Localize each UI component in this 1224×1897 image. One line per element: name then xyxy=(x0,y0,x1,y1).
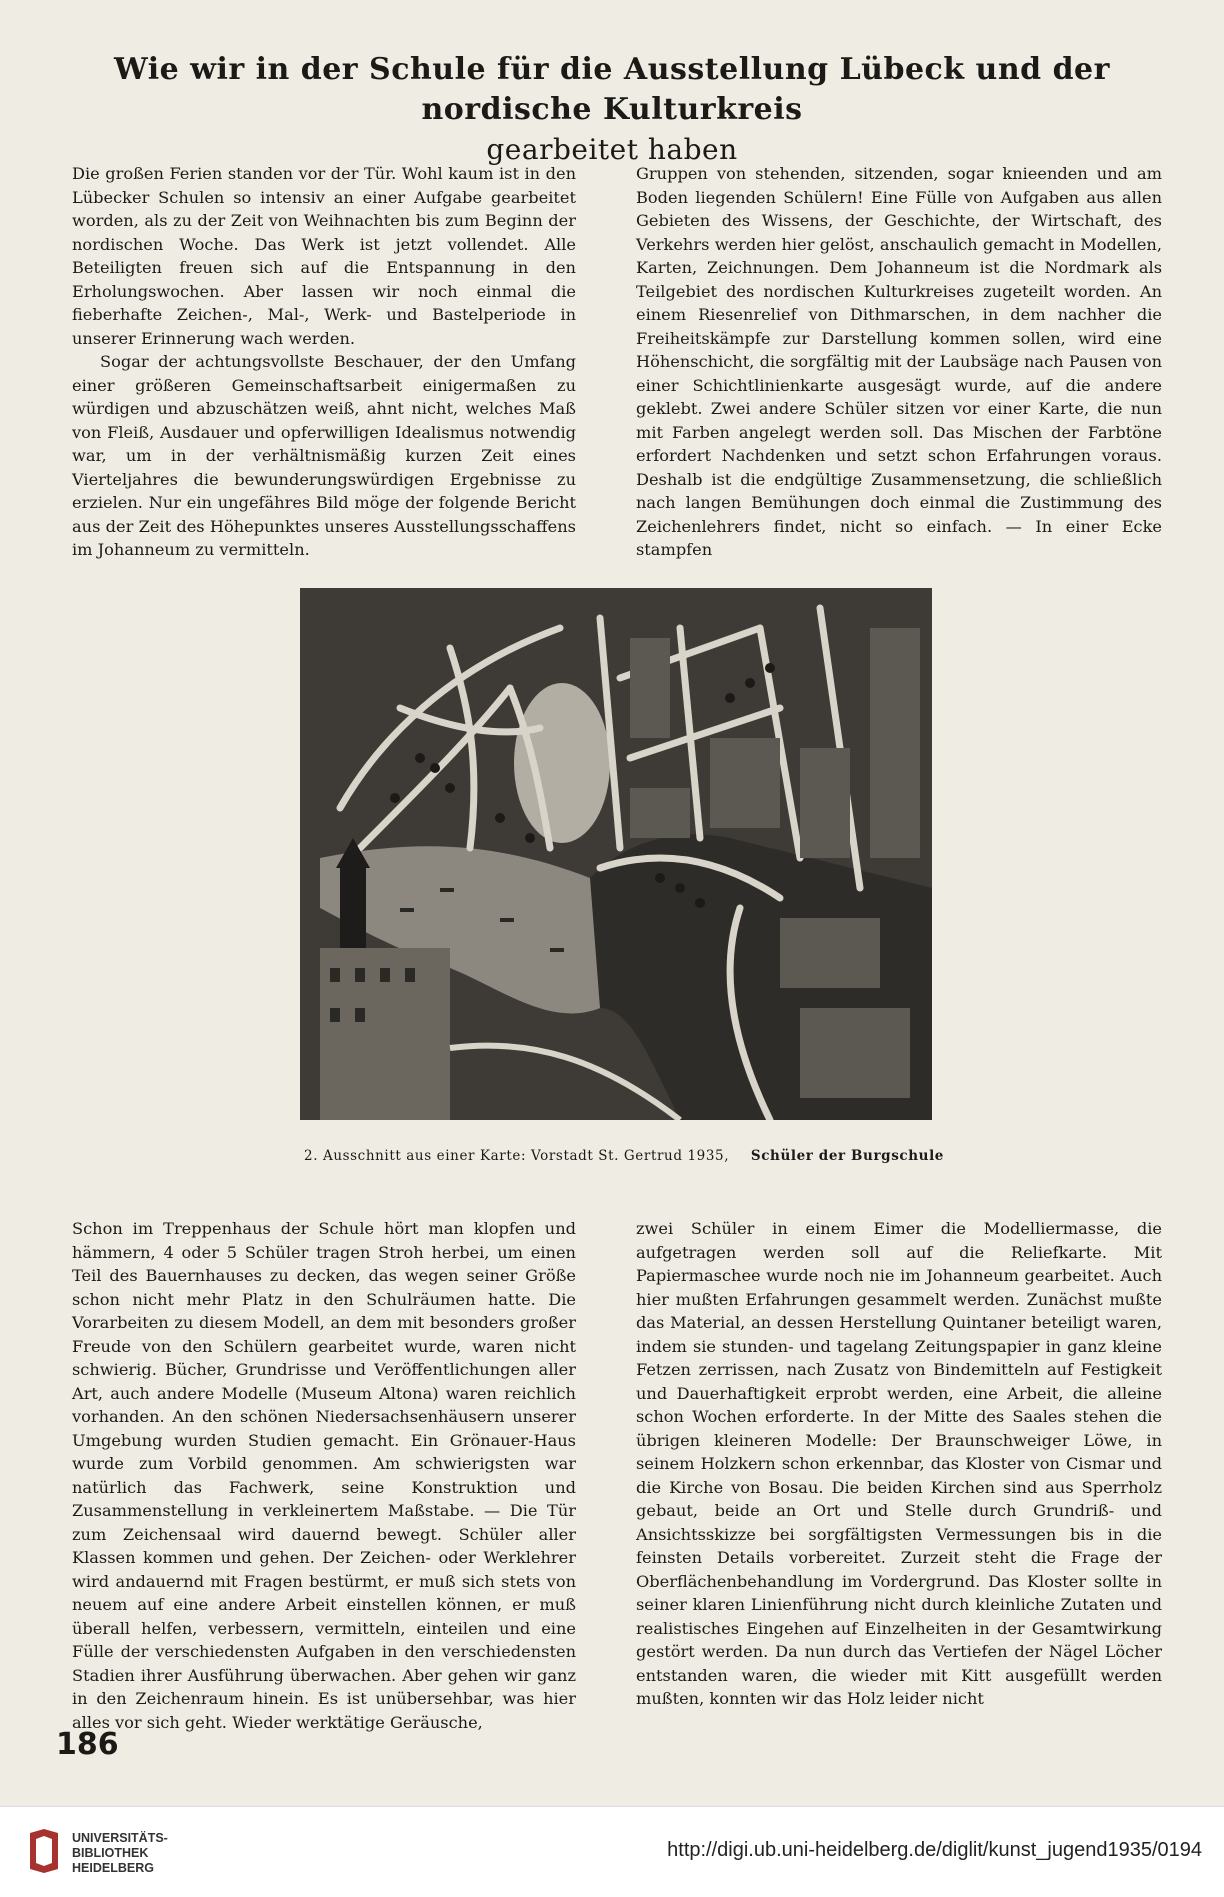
source-url-link[interactable]: http://digi.ub.uni-heidelberg.de/diglit/kunst_jugend1935/0194 xyxy=(667,1839,1202,1861)
column-bottom-right xyxy=(636,1217,1162,1711)
figure-caption xyxy=(304,1148,944,1164)
institution-line-2: BIBLIOTHEK xyxy=(72,1846,149,1860)
caption-credit: Schüler der Burgschule xyxy=(750,1148,944,1164)
column-bottom-left xyxy=(72,1217,576,1734)
paragraph-2: Sogar der achtungsvollste Beschauer, der den Umfang einer größeren Gemeinschaftsarbeit einigermaßen zu würdigen und abzuschätzen weiß, ahnt nicht, welches Maß von Fleiß, Ausdauer und opferwilligen Idealismus notwendig war, um in der verhältnismäßig kurzen Zeit eines Vierteljahres die bewunderungswürdigen Ergebnisse zu erzielen. Nur ein ungefähres Bild möge der folgende Bericht aus der Zeit des Höhepunktes unseres Ausstellungsschaffens im Johanneum zu vermitteln. xyxy=(72,352,576,559)
article-title xyxy=(60,50,1164,170)
title-line-2: gearbeitet haben xyxy=(486,133,738,166)
library-logo-icon xyxy=(26,1827,62,1875)
paragraph-4: Schon im Treppenhaus der Schule hört man klopfen und hämmern, 4 oder 5 Schüler tragen Stroh herbei, um einen Teil des Bauernhauses zu decken, das wegen seiner Größe schon nicht mehr Platz in den Schulräumen hatte. Die Vorarbeiten zu diesem Modell, an dem mit besonders großer Freude von den Schülern gearbeitet wurde, waren nicht schwierig. Bücher, Grundrisse und Veröffentlichungen aller Art, auch andere Modelle (Museum Altona) waren reichlich vorhanden. An den schönen Niedersachsenhäusern unserer Umgebung wurden Studien gemacht. Ein Grönauer-Haus wurde zum Vorbild genommen. Am schwierigsten war natürlich das Fachwerk, seine Konstruktion und Zusammenstellung in verkleinertem Maßstabe. — Die Tür zum Zeichensaal wird dauernd bewegt. Schüler aller Klassen kommen und gehen. Der Zeichen- oder Werklehrer wird andauernd mit Fragen bestürmt, er muß sich stets von neuem auf eine andere Arbeit einstellen können, er muß überall helfen, verbessern, vermitteln, einteilen und eine Fülle der verschiedensten Aufgaben in den verschiedensten Stadien ihrer Ausführung überwachen. Aber gehen wir ganz in den Zeichenraum hinein. Es ist unübersehbar, was hier alles vor sich geht. Wieder werktätige Geräusche, xyxy=(72,1219,576,1732)
caption-text: 2. Ausschnitt aus einer Karte: Vorstadt St. Gertrud 1935, xyxy=(304,1148,730,1164)
map-illustration xyxy=(300,588,932,1120)
paragraph-1: Die großen Ferien standen vor der Tür. Wohl kaum ist in den Lübecker Schulen so intensiv an einer Aufgabe gearbeitet worden, als zu der Zeit von Weihnachten bis zum Beginn der nordischen Woche. Das Werk ist jetzt vollendet. Alle Beteiligten freuen sich auf die Entspannung in den Erholungswochen. Aber lassen wir noch einmal die fieberhafte Zeichen-, Mal-, Werk- und Bastelperiode in unserer Erinnerung wach werden. xyxy=(72,164,576,348)
column-top-right xyxy=(636,162,1162,562)
paragraph-3: Gruppen von stehenden, sitzenden, sogar knieenden und am Boden liegenden Schülern! Eine Fülle von Aufgaben aus allen Gebieten des Wissens, der Geschichte, der Wirtschaft, des Verkehrs werden hier gelöst, anschaulich gemacht in Modellen, Karten, Zeichnungen. Dem Johanneum ist die Nordmark als Teilgebiet des nordischen Kulturkreises zugeteilt worden. An einem Riesenrelief von Dithmarschen, in dem nachher die Freiheitskämpfe zur Darstellung kommen sollen, wird eine Höhenschicht, die sorgfältig mit der Laubsäge nach Pausen von einer Schichtlinienkarte ausgesägt wurde, auf die andere geklebt. Zwei andere Schüler sitzen vor einer Karte, die nun mit Farben angelegt werden soll. Das Mischen der Farbtöne erfordert Nachdenken und setzt schon Erfahrungen voraus. Deshalb ist die endgültige Zusammensetzung, die schließlich nach langen Bemühungen doch einmal die Zustimmung des Zeichenlehrers findet, nicht so einfach. — In einer Ecke stampfen xyxy=(636,164,1162,559)
column-top-left xyxy=(72,162,576,562)
map-figure xyxy=(300,588,932,1120)
institution-line-1: UNIVERSITÄTS- xyxy=(72,1831,168,1845)
title-line-1: Wie wir in der Schule für die Ausstellung Lübeck und der nordische Kulturkreis xyxy=(114,52,1110,127)
institution-name xyxy=(72,1831,168,1876)
institution-line-3: HEIDELBERG xyxy=(72,1861,154,1875)
page-number: 186 xyxy=(56,1727,119,1762)
paragraph-5: zwei Schüler in einem Eimer die Modelliermasse, die aufgetragen werden soll auf die Reliefkarte. Mit Papiermaschee wurde noch nie im Johanneum gearbeitet. Auch hier mußten Erfahrungen gesammelt werden. Zunächst mußte das Material, an dessen Herstellung Quintaner beteiligt waren, indem sie stunden- und tagelang Zeitungspapier in ganz kleine Fetzen zerrissen, nach Zusatz von Bindemitteln auf Festigkeit und Dauerhaftigkeit erprobt werden, eine Arbeit, die alleine schon Wochen erforderte. In der Mitte des Saales stehen die übrigen kleineren Modelle: Der Braunschweiger Löwe, in seinem Holzkern schon erkennbar, das Kloster von Cismar und die Kirche von Bosau. Die beiden Kirchen sind aus Sperrholz gebaut, beide an Ort und Stelle durch Grundriß- und Ansichtsskizze bei sorgfältigsten Vermessungen bis in die feinsten Details vorbereitet. Zurzeit steht die Frage der Oberflächenbehandlung im Vordergrund. Das Kloster sollte in seiner klaren Linienführung nicht durch kleinliche Zutaten und realistisches Eingehen auf Einzelheiten in der Gesamtwirkung gestört werden. Da nun durch das Vertiefen der Nägel Löcher entstanden waren, die wieder mit Kitt ausgefüllt werden mußten, konnten wir das Holz leider nicht xyxy=(636,1219,1162,1708)
footer-bar xyxy=(0,1806,1224,1897)
